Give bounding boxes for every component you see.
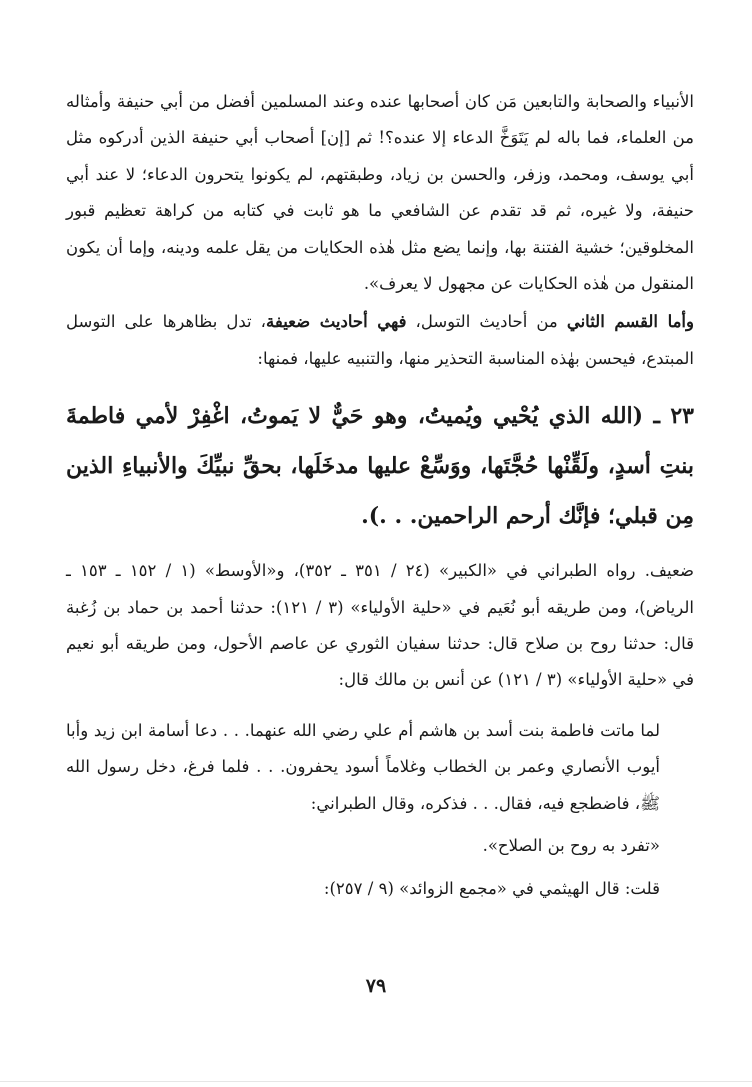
paragraph-narration: لما ماتت فاطمة بنت أسد بن هاشم أم علي رضي الله عنهما. . . دعا أسامة ابن زيد وأبا أيوب الأنصاري وعمر بن الخطاب وغلاماً أسود يحفرون. . . فلما فرغ، دخل رسول الله ﷺ، فاضطجع فيه، فقال. . . فذكره، وقال الطبراني: [66, 720, 660, 813]
paragraph-takhrij: ضعيف. رواه الطبراني في «الكبير» (٢٤ / ٣٥١ ـ ٣٥٢)، و«الأوسط» (١ / ١٥٢ ـ ١٥٣ ـ الرياض)، ومن طريقه أبو نُعَيم في «حلية الأولياء» (٣ / ١٢١): حدثنا أحمد بن حماد بن زُغبة قال: حدثنا روح بن صلاح قال: حدثنا سفيان الثوري عن عاصم الأحول، ومن طريقه أبو نعيم في «حلية الأولياء» (٣ / ١٢١) عن أنس بن مالك قال: [66, 561, 694, 690]
section-heading: وأما القسم الثاني [566, 312, 694, 332]
bottom-edge-line [0, 1081, 752, 1082]
section-verdict: فهي أحاديث ضعيفة [266, 312, 407, 332]
section-text-part: من أحاديث التوسل، [406, 312, 567, 332]
section-text-rest: ، تدل بظاهرها على التوسل المبتدع، فيحسن بهٰذه المناسبة التحذير منها، والتنبيه عليها، فمنها: [66, 312, 694, 368]
page-number: ٧٩ [365, 975, 387, 997]
hadith-text: ٢٣ ـ (الله الذي يُحْيي ويُميتُ، وهو حَيٌّ لا يَموتُ، اغْفِرْ لأمي فاطمةَ بنتِ أسدٍ، ولَقِّنْها حُجَّتَها، ووَسِّعْ عليها مدخَلَها، بحقِّ نبيِّكَ والأنبياءِ الذين مِن قبلي؛ فإنَّك أرحم الراحمين. . .). [66, 403, 694, 530]
page-body [66, 84, 694, 907]
paragraph-second-section [66, 304, 694, 377]
paragraph-haythami: قلت: قال الهيثمي في «مجمع الزوائد» (٩ / ٢٥٧): [323, 878, 660, 898]
paragraph-continuation: الأنبياء والصحابة والتابعين مَن كان أصحابها عنده وعند المسلمين أفضل من أبي حنيفة وأمثاله من العلماء، فما باله لم يَتَوَخَّ الدعاء إلا عنده؟! ثم [إن] أصحاب أبي حنيفة الذين أدركوه مثل أبي يوسف، ومحمد، وزفر، والحسن بن زياد، وطبقتهم، لم يكونوا يتحرون الدعاء؛ لا عند أبي حنيفة، ولا غيره، ثم قد تقدم عن الشافعي ما هو ثابت في كتابه من كراهة تعظيم قبور المخلوقين؛ خشية الفتنة بها، وإنما يضع مثل هٰذه الحكايات من يقل علمه ودينه، وإما أن يكون المنقول من هٰذه الحكايات عن مجهول لا يعرف». [66, 92, 694, 294]
paragraph-tabarani-quote: «تفرد به روح بن الصلاح». [482, 836, 660, 856]
